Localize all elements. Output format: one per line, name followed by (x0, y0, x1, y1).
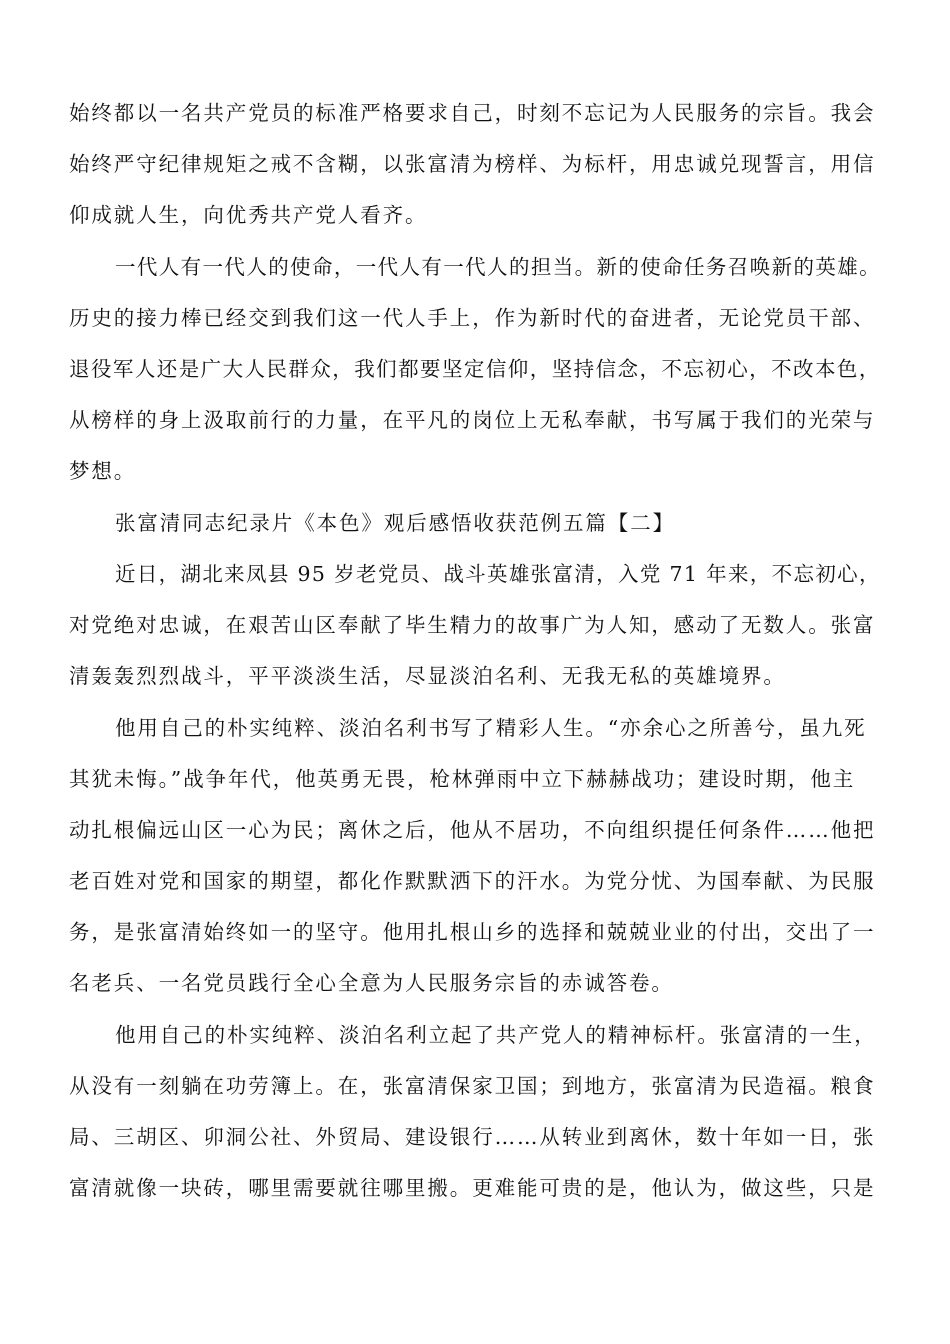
text-line: 梦想。 (69, 459, 137, 483)
text-line: 始终都以一名共产党员的标准严格要求自己，时刻不忘记为人民服务的宗旨。我会 (69, 101, 876, 125)
text-line: 历史的接力棒已经交到我们这一代人手上，作为新时代的奋进者，无论党员干部、 (69, 306, 876, 330)
text-line: 对党绝对忠诚，在艰苦山区奉献了毕生精力的故事广为人知，感动了无数人。张富 (69, 613, 876, 637)
paragraph-first-line: 一代人有一代人的使命，一代人有一代人的担当。新的使命任务召唤新的英雄。 (115, 255, 881, 279)
text-line: 老百姓对党和国家的期望，都化作默默洒下的汗水。为党分忧、为国奉献、为民服 (69, 869, 876, 893)
text-line: 富清就像一块砖，哪里需要就往哪里搬。更难能可贵的是，他认为，做这些，只是 (69, 1176, 876, 1200)
paragraph-first-line: 他用自己的朴实纯粹、淡泊名利书写了精彩人生。“亦余心之所善兮，虽九死 (115, 716, 867, 740)
text-line: 从榜样的身上汲取前行的力量，在平凡的岗位上无私奉献，书写属于我们的光荣与 (69, 408, 876, 432)
text-line: 动扎根偏远山区一心为民；离休之后，他从不居功，不向组织提任何条件……他把 (69, 818, 876, 842)
text-line: 务，是张富清始终如一的坚守。他用扎根山乡的选择和兢兢业业的付出，交出了一 (69, 920, 876, 944)
text-line: 从没有一刻躺在功劳簿上。在，张富清保家卫国；到地方，张富清为民造福。粮食 (69, 1074, 876, 1098)
text-line: 局、三胡区、卯洞公社、外贸局、建设银行……从转业到离休，数十年如一日，张 (69, 1125, 876, 1149)
paragraph-first-line: 近日，湖北来凤县 95 岁老党员、战斗英雄张富清，入党 71 年来，不忘初心， (115, 562, 881, 586)
text-line: 清轰轰烈烈战斗，平平淡淡生活，尽显淡泊名利、无我无私的英雄境界。 (69, 664, 786, 688)
text-line: 仰成就人生，向优秀共产党人看齐。 (69, 203, 428, 227)
text-line: 其犹未悔。”战争年代，他英勇无畏，枪林弹雨中立下赫赫战功；建设时期，他主 (69, 767, 856, 791)
text-line: 名老兵、一名党员践行全心全意为人民服务宗旨的赤诚答卷。 (69, 971, 674, 995)
paragraph-first-line: 他用自己的朴实纯粹、淡泊名利立起了共产党人的精神标杆。张富清的一生， (115, 1023, 877, 1047)
text-line: 始终严守纪律规矩之戒不含糊，以张富清为榜样、为标杆，用忠诚兑现誓言，用信 (69, 152, 876, 176)
text-line: 退役军人还是广大人民群众，我们都要坚定信仰，坚持信念，不忘初心，不改本色， (69, 357, 881, 381)
section-heading: 张富清同志纪录片《本色》观后感悟收获范例五篇【二】 (115, 511, 675, 535)
